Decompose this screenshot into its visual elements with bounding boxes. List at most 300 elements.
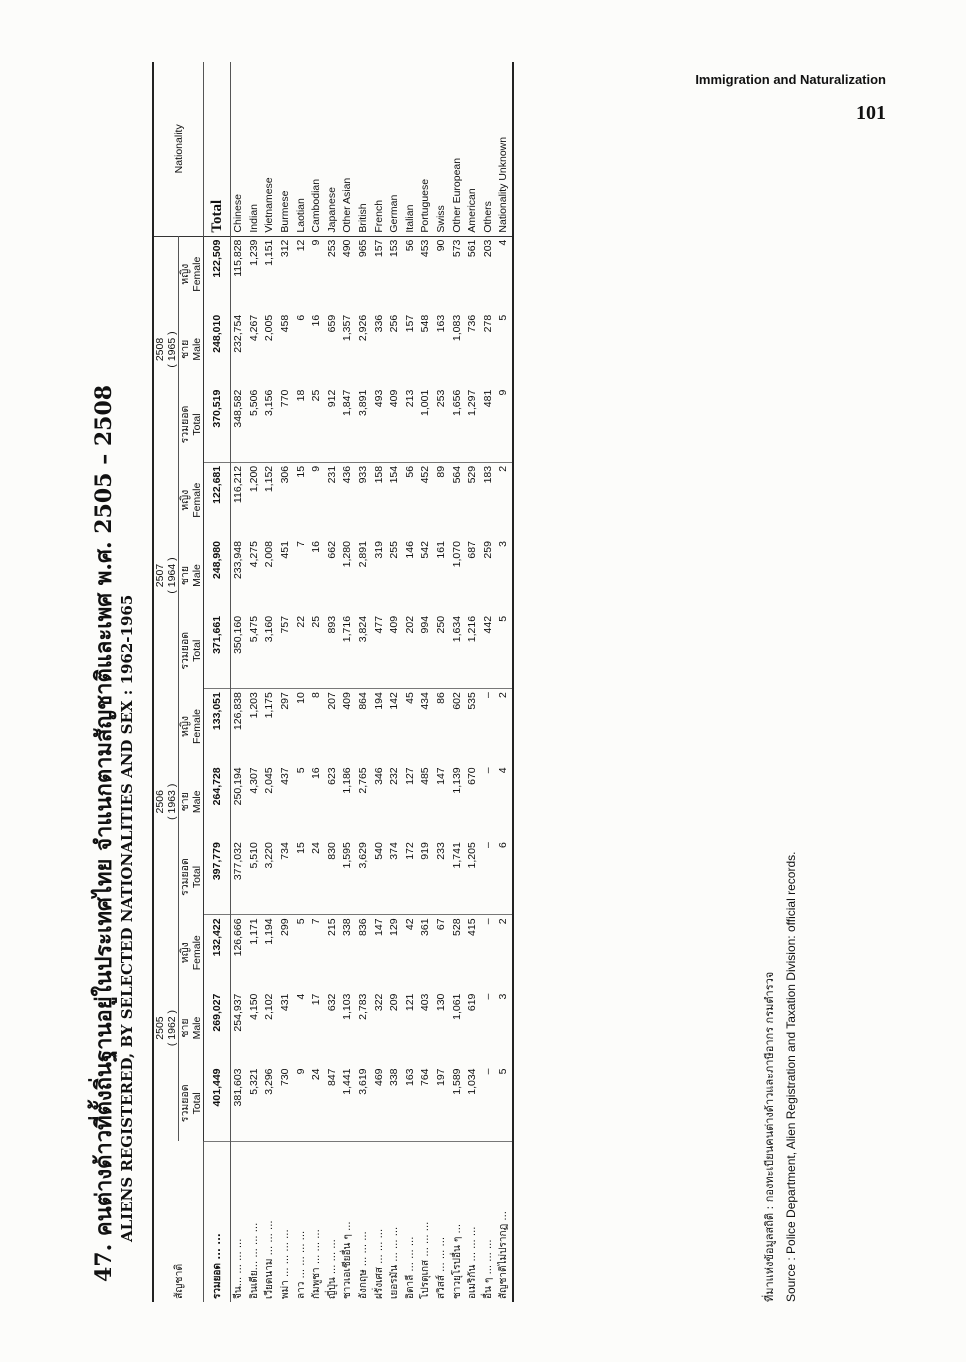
table-cell: 253 <box>434 387 450 463</box>
table-cell: 490 <box>341 239 354 258</box>
table-cell: 16 <box>310 541 323 553</box>
table-cell: 377,032 <box>231 839 247 915</box>
nationality-english: Other European <box>449 62 465 236</box>
table-cell: 24 <box>309 839 325 915</box>
table-cell: 256 <box>388 314 401 333</box>
table-cell: 481 <box>481 387 497 463</box>
table-cell: 431 <box>279 993 292 1012</box>
table-cell: 17 <box>310 993 323 1006</box>
table-cell: 764 <box>418 1065 434 1141</box>
table-cell: 994 <box>418 613 434 689</box>
table-cell: 4,275 <box>247 541 260 568</box>
table-cell: 5 <box>496 1065 513 1141</box>
nationality-english: Others <box>481 62 497 236</box>
year-header-2506: 2506 ( 1963 ) <box>153 689 179 915</box>
page-number: 101 <box>856 102 886 124</box>
table-cell: 90 <box>435 239 448 252</box>
table-cell: 403 <box>419 993 432 1012</box>
table-cell: 67 <box>435 918 448 931</box>
table-cell: 299 <box>279 918 292 936</box>
subcol-header: รวมยอด Total <box>179 1065 204 1141</box>
table-cell: 1,589 <box>449 1065 465 1141</box>
year-header-2505: 2505 ( 1962 ) <box>153 915 179 1141</box>
nationality-thai: พม่า ... ... ... ... <box>280 1229 292 1299</box>
table-cell: 1,152 <box>263 465 276 493</box>
table-cell: 133,051 <box>204 689 231 765</box>
nationality-thai: เวียดนาม ... ... ... <box>264 1220 276 1299</box>
table-cell: 730 <box>278 1065 294 1141</box>
table-cell: 250,194 <box>232 767 245 806</box>
table-cell: 158 <box>372 465 385 484</box>
table-cell: 1,186 <box>341 767 354 794</box>
table-cell: 2,926 <box>357 314 370 342</box>
table-cell: 15 <box>293 839 309 915</box>
table-cell: 122,509 <box>204 236 231 312</box>
table-cell: 202 <box>403 613 419 689</box>
table-cell: 528 <box>450 918 463 936</box>
table-cell: 147 <box>435 767 448 785</box>
table-row <box>325 62 341 1302</box>
table-cell: 401,449 <box>204 1065 231 1141</box>
table-cell: 477 <box>371 613 387 689</box>
table-cell: 1,216 <box>465 613 481 689</box>
table-cell: 5 <box>294 918 307 925</box>
table-cell: 370,519 <box>204 387 231 463</box>
table-row <box>371 62 387 1302</box>
subcol-header: ชาย Male <box>179 764 204 839</box>
table-cell: 5,510 <box>247 839 263 915</box>
table-cell: 864 <box>357 692 370 710</box>
table-cell: 346 <box>372 767 385 785</box>
subcol-header: รวมยอด Total <box>179 613 204 689</box>
table-cell: 442 <box>481 613 497 689</box>
table-cell: 278 <box>481 314 494 333</box>
nationality-thai: สวิสส์ ... ... ... <box>436 1236 448 1299</box>
nationality-thai: อิตาลี ... ... ... <box>404 1236 416 1299</box>
table-cell: 469 <box>371 1065 387 1141</box>
nationality-thai: จีน... ... ... ... <box>233 1238 245 1299</box>
table-cell: 619 <box>466 993 479 1012</box>
nationality-thai: รวมยอด ... ... <box>204 1141 231 1302</box>
subcol-header: ชาย Male <box>179 312 204 387</box>
table-cell: 371,661 <box>204 613 231 689</box>
table-cell: 2,765 <box>357 767 370 794</box>
table-cell: 2,102 <box>263 993 276 1020</box>
table-row <box>247 62 263 1302</box>
table-cell: 4,307 <box>247 767 260 794</box>
table-cell: 248,980 <box>204 538 231 613</box>
table-cell: 757 <box>278 613 294 689</box>
subcol-header: หญิง Female <box>179 236 204 312</box>
table-cell: 203 <box>481 239 494 258</box>
table-cell: 3 <box>497 993 510 1000</box>
table-cell: 535 <box>466 692 479 710</box>
table-cell: 452 <box>419 465 432 484</box>
table-cell: 1,001 <box>418 387 434 463</box>
table-cell: 147 <box>372 918 385 936</box>
table-row <box>434 62 450 1302</box>
table-cell: – <box>481 692 494 698</box>
table-cell: 7 <box>310 918 323 925</box>
table-cell: 374 <box>387 839 403 915</box>
subcol-header: หญิง Female <box>179 689 204 765</box>
table-cell: 322 <box>372 993 385 1012</box>
table-row <box>403 62 419 1302</box>
nationality-english: Laotian <box>293 62 309 236</box>
nationality-thai: เยอรมัน ... ... ... <box>389 1226 401 1299</box>
nationality-thai: อังกฤษ ... ... ... <box>358 1231 370 1299</box>
table-cell: 933 <box>357 465 370 484</box>
table-cell: 297 <box>279 692 292 710</box>
table-cell: 336 <box>372 314 385 333</box>
table-cell: 163 <box>435 314 448 333</box>
table-cell: 529 <box>466 465 479 484</box>
table-total-row <box>204 62 231 1302</box>
table-cell: 89 <box>435 465 448 478</box>
table-row <box>309 62 325 1302</box>
table-cell: 1,200 <box>247 465 260 493</box>
table-cell: 361 <box>419 918 432 936</box>
table-row <box>481 62 497 1302</box>
table-cell: 2 <box>497 918 510 925</box>
table-cell: 1,280 <box>341 541 354 568</box>
nationality-thai: อเมริกัน ... ... ... <box>467 1226 479 1299</box>
table-cell: 3,629 <box>356 839 372 915</box>
table-cell: 1,741 <box>449 839 465 915</box>
table-cell: 3,824 <box>356 613 372 689</box>
table-cell: 183 <box>481 465 494 484</box>
table-cell: 659 <box>325 314 338 333</box>
table-cell: 734 <box>278 839 294 915</box>
table-cell: 6 <box>496 839 513 915</box>
table-cell: 130 <box>435 993 448 1012</box>
table-cell: 381,603 <box>231 1065 247 1141</box>
nationality-english: Burmese <box>278 62 294 236</box>
table-cell: 129 <box>388 918 401 936</box>
year-header-2507: 2507 ( 1964 ) <box>153 462 179 688</box>
nationality-english: Vietnamese <box>262 62 278 236</box>
table-cell: 250 <box>434 613 450 689</box>
table-cell: 10 <box>294 692 307 704</box>
table-cell: 1,034 <box>465 1065 481 1141</box>
table-cell: 16 <box>310 314 323 327</box>
table-cell: 415 <box>466 918 479 936</box>
table-cell: 893 <box>325 613 341 689</box>
table-cell: 231 <box>325 465 338 484</box>
table-cell: 1,103 <box>341 993 354 1020</box>
table-cell: 965 <box>357 239 370 258</box>
nationality-english: Portuguese <box>418 62 434 236</box>
table-cell: 1,151 <box>263 239 276 266</box>
table-cell: 4 <box>294 993 307 1000</box>
table-cell: 5,475 <box>247 613 263 689</box>
nationality-thai: อื่น ๆ ... ... ... <box>482 1239 494 1299</box>
table-cell: 736 <box>466 314 479 333</box>
nationality-english: Swiss <box>434 62 450 236</box>
table-row <box>418 62 434 1302</box>
table-cell: 215 <box>325 918 338 936</box>
subcol-header: ชาย Male <box>179 991 204 1066</box>
rotated-table-block <box>80 50 880 1312</box>
table-cell: 770 <box>278 387 294 463</box>
nationality-english: American <box>465 62 481 236</box>
table-cell: 25 <box>309 387 325 463</box>
table-cell: 1,239 <box>247 239 260 266</box>
table-cell: 9 <box>496 387 513 463</box>
year-header-2508: 2508 ( 1965 ) <box>153 236 179 462</box>
nationality-thai: กัมพูชา ... ... ... <box>311 1229 323 1299</box>
table-cell: 126,666 <box>232 918 245 957</box>
table-cell: – <box>481 767 494 774</box>
nationality-english: German <box>387 62 403 236</box>
table-cell: 3,156 <box>262 387 278 463</box>
table-cell: – <box>481 918 494 925</box>
table-cell: 485 <box>419 767 432 785</box>
table-row <box>262 62 278 1302</box>
table-cell: 5 <box>496 613 513 689</box>
table-cell: 350,160 <box>231 613 247 689</box>
table-cell: 1,083 <box>450 314 463 342</box>
table-row <box>449 62 465 1302</box>
table-cell: 3,619 <box>356 1065 372 1141</box>
table-cell: 2 <box>497 465 510 472</box>
table-cell: 7 <box>294 541 307 547</box>
subcol-header: รวมยอด Total <box>179 387 204 463</box>
table-cell: 453 <box>419 239 432 258</box>
table-cell: 154 <box>388 465 401 484</box>
table-cell: 269,027 <box>204 991 231 1066</box>
table-cell: 172 <box>403 839 419 915</box>
table-cell: 16 <box>310 767 323 780</box>
table-row <box>278 62 294 1302</box>
table-cell: 397,779 <box>204 839 231 915</box>
table-cell: 194 <box>372 692 385 710</box>
table-cell: 157 <box>403 314 416 333</box>
table-cell: 602 <box>450 692 463 710</box>
nationality-english: Italian <box>403 62 419 236</box>
table-cell: 632 <box>325 993 338 1012</box>
table-cell: 312 <box>279 239 292 258</box>
table-cell: 3,220 <box>262 839 278 915</box>
statistics-table <box>152 62 514 1302</box>
nationality-english: Chinese <box>231 62 247 236</box>
subcol-header: หญิง Female <box>179 462 204 538</box>
table-cell: 687 <box>466 541 479 559</box>
table-cell: 56 <box>403 465 416 478</box>
table-cell: 15 <box>294 465 307 478</box>
nationality-thai: ชาวยุโรปอื่น ๆ ... <box>451 1223 463 1299</box>
table-cell: 259 <box>481 541 494 559</box>
nationality-english: Total <box>204 62 231 236</box>
nationality-thai: สัญชาติไม่ปรากฏ ... <box>498 1211 510 1299</box>
table-cell: 1,205 <box>465 839 481 915</box>
table-cell: 4,150 <box>247 993 260 1020</box>
table-cell: 12 <box>294 239 307 252</box>
subcol-header: ชาย Male <box>179 538 204 613</box>
subcol-header: รวมยอด Total <box>179 839 204 915</box>
table-cell: 207 <box>325 692 338 710</box>
table-cell: 836 <box>357 918 370 936</box>
table-cell: 1,847 <box>340 387 356 463</box>
table-cell: 436 <box>341 465 354 484</box>
table-cell: 1,203 <box>247 692 260 719</box>
table-cell: 1,716 <box>340 613 356 689</box>
table-cell: 253 <box>325 239 338 258</box>
table-row <box>356 62 372 1302</box>
table-cell: 1,357 <box>341 314 354 342</box>
table-cell: 2,783 <box>357 993 370 1020</box>
table-cell: 306 <box>279 465 292 484</box>
table-cell: 9 <box>310 465 323 472</box>
table-cell: 548 <box>419 314 432 333</box>
table-cell: 25 <box>309 613 325 689</box>
table-title-thai: 47. คนต่างด้าวที่ตั้งถิ่นฐานอยู่ในประเทศไทย จำแนกตามสัญชาติและเพศ พ.ศ. 2505 – 2508 <box>91 384 117 1282</box>
table-cell: 45 <box>403 692 416 704</box>
table-cell: 1,634 <box>449 613 465 689</box>
table-cell: 1,595 <box>340 839 356 915</box>
table-cell: 42 <box>403 918 416 931</box>
table-cell: 409 <box>387 387 403 463</box>
table-cell: 22 <box>293 613 309 689</box>
table-cell: 86 <box>435 692 448 704</box>
running-head: Immigration and Naturalization <box>695 72 886 87</box>
nationality-thai-header: สัญชาติ <box>153 1141 204 1302</box>
table-row <box>387 62 403 1302</box>
nationality-english: British <box>356 62 372 236</box>
table-cell: 115,828 <box>232 239 245 277</box>
table-cell: – <box>481 1065 497 1141</box>
table-cell: 662 <box>325 541 338 559</box>
table-cell: 1,441 <box>340 1065 356 1141</box>
table-cell: – <box>481 993 494 1000</box>
table-cell: 561 <box>466 239 479 258</box>
table-cell: 18 <box>293 387 309 463</box>
nationality-english: Cambodian <box>309 62 325 236</box>
table-cell: 9 <box>293 1065 309 1141</box>
table-cell: 1,656 <box>449 387 465 463</box>
table-cell: 3,160 <box>262 613 278 689</box>
table-cell: 338 <box>341 918 354 936</box>
table-cell: 248,010 <box>204 312 231 387</box>
table-cell: 1,061 <box>450 993 463 1020</box>
table-cell: 2,008 <box>263 541 276 568</box>
table-cell: 493 <box>371 387 387 463</box>
table-cell: 5 <box>497 314 510 321</box>
nationality-thai: ญี่ปุ่น ... ... ... <box>326 1239 338 1299</box>
table-cell: 670 <box>466 767 479 785</box>
table-cell: 409 <box>341 692 354 710</box>
table-cell: 912 <box>325 387 341 463</box>
table-cell: 5 <box>294 767 307 774</box>
nationality-english: Japanese <box>325 62 341 236</box>
table-cell: 142 <box>388 692 401 710</box>
table-cell: 121 <box>403 993 416 1012</box>
table-cell: 254,937 <box>232 993 245 1032</box>
table-cell: 919 <box>418 839 434 915</box>
table-cell: 1,194 <box>263 918 276 945</box>
table-row <box>465 62 481 1302</box>
table-cell: 213 <box>403 387 419 463</box>
nationality-english: Indian <box>247 62 263 236</box>
table-cell: 8 <box>310 692 323 698</box>
table-cell: 4,267 <box>247 314 260 342</box>
table-row <box>231 62 247 1302</box>
table-cell: 1,175 <box>263 692 276 719</box>
nationality-english: Other Asian <box>340 62 356 236</box>
table-cell: 126,838 <box>232 692 245 731</box>
table-cell: 161 <box>435 541 448 559</box>
table-cell: 209 <box>388 993 401 1012</box>
table-cell: 116,212 <box>232 465 245 504</box>
nationality-thai: ชาวเอเชียอื่น ๆ ... <box>342 1221 354 1299</box>
table-cell: 6 <box>294 314 307 321</box>
table-cell: 197 <box>434 1065 450 1141</box>
table-cell: 564 <box>450 465 463 484</box>
table-title-english: ALIENS REGISTERED, BY SELECTED NATIONALITIES AND SEX : 1962-1965 <box>118 594 136 1242</box>
table-cell: 434 <box>419 692 432 710</box>
source-english: Source : Police Department, Alien Registration and Taxation Division: official records. <box>784 851 798 1302</box>
table-cell: 153 <box>388 239 401 258</box>
table-cell: 3 <box>497 541 510 547</box>
nationality-english: Nationality Unknown <box>496 62 513 236</box>
nationality-thai: ฝรั่งเศส ... ... ... <box>373 1228 385 1299</box>
table-cell: 255 <box>388 541 401 559</box>
table-cell: 233,948 <box>232 541 245 580</box>
table-cell: 132,422 <box>204 915 231 991</box>
table-cell: 56 <box>403 239 416 252</box>
table-row <box>293 62 309 1302</box>
table-cell: 4 <box>497 239 510 246</box>
table-cell: 1,171 <box>247 918 260 945</box>
table-cell: 127 <box>403 767 416 785</box>
table-cell: 4 <box>497 767 510 774</box>
table-cell: 542 <box>419 541 432 559</box>
table-cell: 232,754 <box>232 314 245 353</box>
table-cell: 409 <box>387 613 403 689</box>
subcol-header: หญิง Female <box>179 915 204 991</box>
table-cell: 2,005 <box>263 314 276 342</box>
table-row <box>496 62 513 1302</box>
table-cell: 122,681 <box>204 462 231 538</box>
nationality-thai: ลาว ... ... ... ... <box>295 1230 307 1299</box>
nationality-english: French <box>371 62 387 236</box>
table-cell: 146 <box>403 541 416 559</box>
table-cell: 2,891 <box>357 541 370 568</box>
table-cell: 458 <box>279 314 292 333</box>
table-cell: 1,297 <box>465 387 481 463</box>
table-cell: 348,582 <box>231 387 247 463</box>
table-cell: 2 <box>497 692 510 698</box>
table-cell: 1,139 <box>450 767 463 794</box>
table-cell: 3,296 <box>262 1065 278 1141</box>
table-cell: – <box>481 839 497 915</box>
table-cell: 830 <box>325 839 341 915</box>
table-cell: 437 <box>279 767 292 785</box>
table-cell: 573 <box>450 239 463 258</box>
table-cell: 540 <box>371 839 387 915</box>
table-cell: 451 <box>279 541 292 559</box>
table-cell: 24 <box>309 1065 325 1141</box>
table-cell: 5,321 <box>247 1065 263 1141</box>
nationality-thai: โปรตุเกส ... ... ... <box>420 1221 432 1299</box>
table-cell: 1,070 <box>450 541 463 568</box>
table-cell: 3,891 <box>356 387 372 463</box>
nationality-thai: อินเดีย... ... ... ... <box>248 1222 260 1299</box>
table-cell: 2,045 <box>263 767 276 794</box>
table-cell: 232 <box>388 767 401 785</box>
table-cell: 623 <box>325 767 338 785</box>
table-cell: 9 <box>310 239 323 246</box>
